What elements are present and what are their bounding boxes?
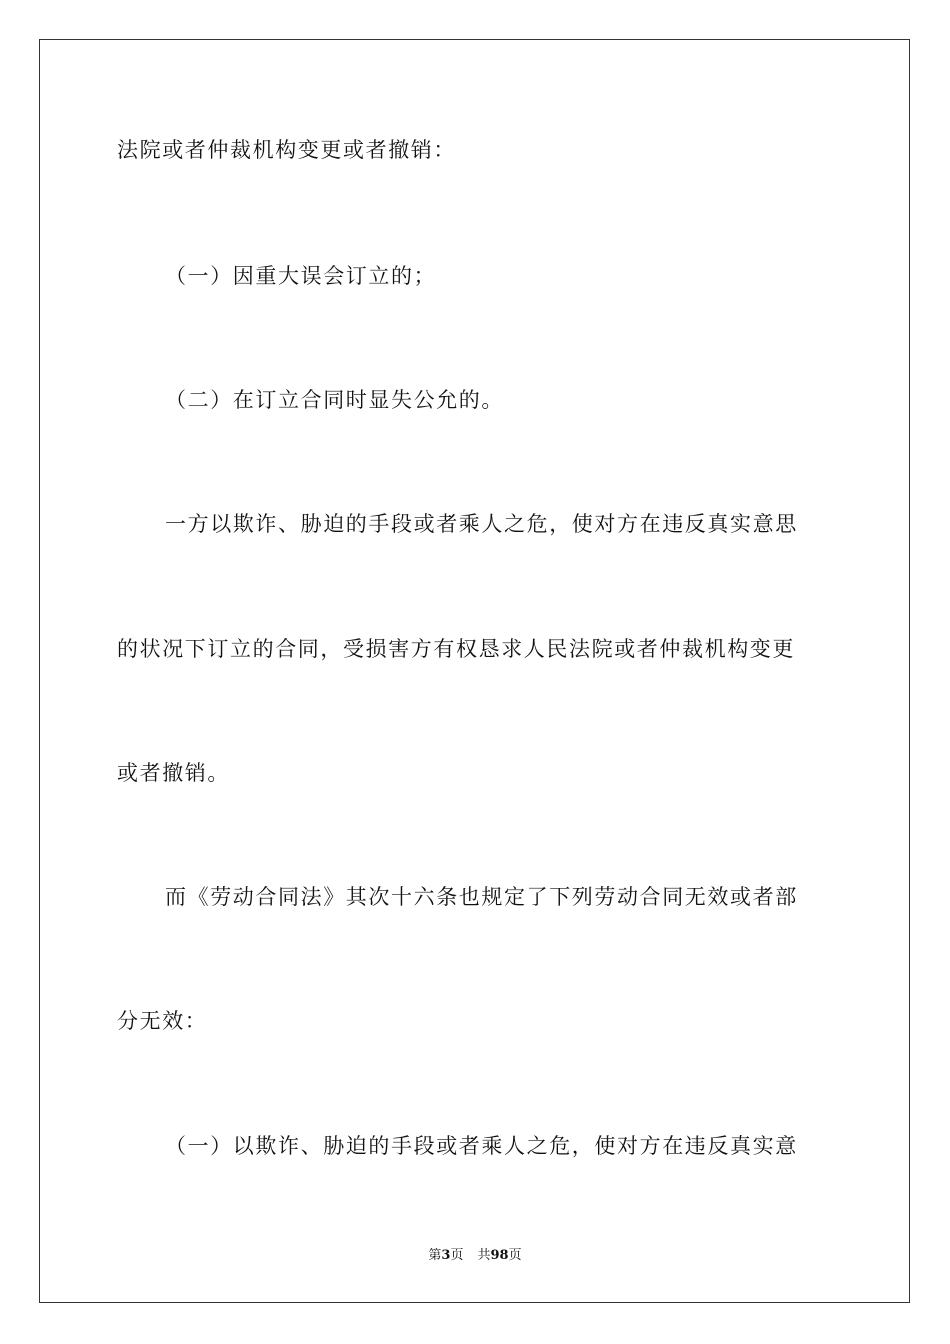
text-line-3: （二）在订立合同时显失公允的。 [165,388,504,412]
text-line-8: 分无效： [117,1009,208,1033]
footer-page-prefix: 第 [428,1248,442,1263]
text-line-4: 一方以欺诈、胁迫的手段或者乘人之危，使对方在违反真实意思 [165,512,798,536]
footer-page-number: 3 [441,1248,451,1263]
page-footer [0,1247,950,1265]
text-line-1: 法院或者仲裁机构变更或者撤销： [117,138,456,162]
text-line-6: 或者撤销。 [117,761,230,785]
page-border [39,39,910,1303]
text-line-5: 的状况下订立的合同，受损害方有权恳求人民法院或者仲裁机构变更 [117,637,795,661]
text-line-9: （一）以欺诈、胁迫的手段或者乘人之危，使对方在违反真实意 [165,1134,798,1158]
footer-total-prefix: 共 [477,1248,491,1263]
text-line-2: （一）因重大误会订立的； [165,264,437,288]
footer-total-suffix: 页 [508,1248,522,1263]
footer-page-suffix: 页 [450,1248,464,1263]
text-line-7: 而《劳动合同法》其次十六条也规定了下列劳动合同无效或者部 [165,885,798,909]
footer-total-pages: 98 [490,1248,509,1263]
